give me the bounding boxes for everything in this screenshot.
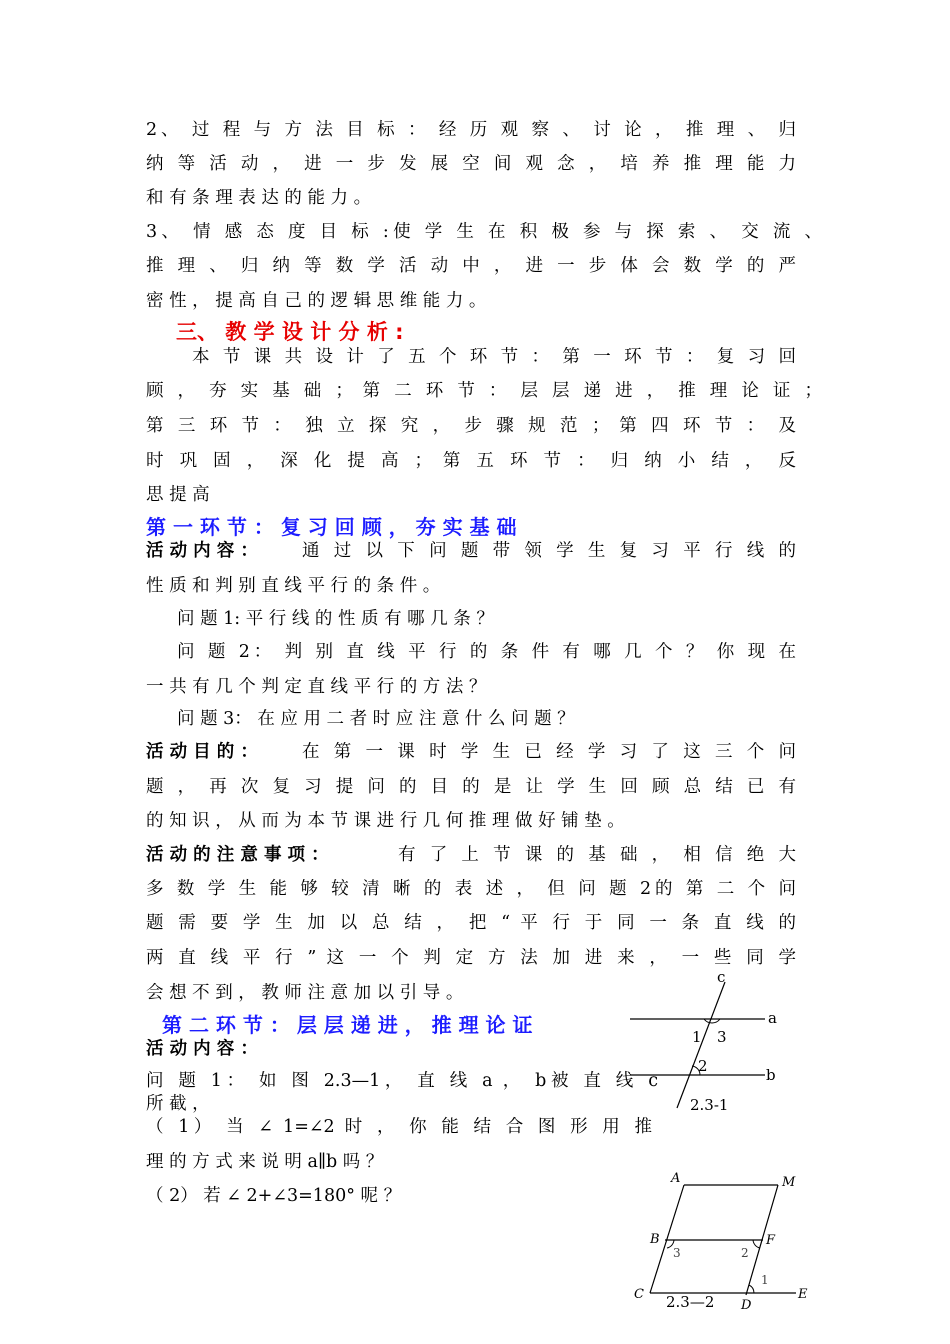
angle-label-2-fig2: 2 <box>741 1246 749 1260</box>
emotion-objective-line-3: 密 性 ， 提 高 自 己 的 逻 辑 思 维 能 力 。 <box>146 291 487 311</box>
label-b: b <box>766 1066 776 1084</box>
question-3: 问 题 3： 在 应 用 二 者 时 应 注 意 什 么 问 题 ？ <box>177 709 575 729</box>
activity-purpose-line-2: 题 ， 再 次 复 习 提 问 的 目 的 是 让 学 生 回 顾 总 结 已 有 <box>146 777 796 797</box>
section-2-content-label: 活 动 内 容 ： <box>146 1039 258 1059</box>
point-D: D <box>741 1298 752 1313</box>
label-a: a <box>768 1009 777 1027</box>
angle-label-3-fig2: 3 <box>673 1246 681 1260</box>
activity-content-label: 活 动 内 容 ： <box>146 541 258 561</box>
activity-notes-row <box>146 844 796 866</box>
section-2-heading: 第 二 环 节 ： 层 层 递 进 ， 推 理 论 证 <box>162 1013 533 1037</box>
activity-notes-label: 活 动 的 注 意 事 项 ： <box>146 845 329 865</box>
sub-question-1-line-2: 理 的 方 式 来 说 明 a∥b 吗 ？ <box>146 1152 384 1172</box>
activity-notes-line-4: 两 直 线 平 行 ” 这 一 个 判 定 方 法 加 进 来 ， 一 些 同 学 <box>146 948 796 968</box>
emotion-objective-line-1: 3、 情 感 态 度 目 标 :使 学 生 在 积 极 参 与 探 索 、 交 流 、 <box>146 222 822 242</box>
analysis-line-4: 时 巩 固 ， 深 化 提 高 ； 第 五 环 节 ： 归 纳 小 结 ， 反 <box>146 451 796 471</box>
point-B: B <box>650 1232 660 1247</box>
section-2-question-1-line-2: 所 截 ， <box>146 1094 210 1114</box>
emotion-objective-line-2: 推 理 、 归 纳 等 数 学 活 动 中 ， 进 一 步 体 会 数 学 的 严 <box>146 256 796 276</box>
process-objective-line-3: 和 有 条 理 表 达 的 能 力 。 <box>146 188 372 208</box>
activity-purpose-row <box>146 741 796 763</box>
sub-question-1-line-1: （ 1） 当 ∠ 1=∠2 时 ， 你 能 结 合 图 形 用 推 <box>146 1117 652 1137</box>
analysis-line-1: 本 节 课 共 设 计 了 五 个 环 节 ： 第 一 环 节 ： 复 习 回 <box>192 347 796 367</box>
label-c-top: c <box>717 968 726 986</box>
question-1: 问 题 1: 平 行 线 的 性 质 有 哪 几 条 ？ <box>177 609 494 629</box>
analysis-line-2: 顾 ， 夯 实 基 础 ； 第 二 环 节 ： 层 层 递 进 ， 推 理 论 证 ； <box>146 381 822 401</box>
activity-content-line-2: 性 质 和 判 别 直 线 平 行 的 条 件 。 <box>146 576 441 596</box>
angle-label-3: 3 <box>717 1028 727 1046</box>
analysis-heading: 三、 教 学 设 计 分 析 : <box>176 320 404 344</box>
figure-2-3-2 <box>628 1168 818 1318</box>
activity-purpose-line-3: 的 知 识 ， 从 而 为 本 节 课 进 行 几 何 推 理 做 好 铺 垫 。 <box>146 811 625 831</box>
point-F: F <box>766 1233 776 1248</box>
sub-question-2: （ 2） 若 ∠ 2+∠3=180° 呢 ？ <box>146 1186 402 1206</box>
point-A: A <box>671 1171 681 1186</box>
figure-caption-2-3-2: 2.3—2 <box>666 1293 715 1311</box>
activity-notes-line-2: 多 数 学 生 能 够 较 清 晰 的 表 述 ， 但 问 题 2的 第 二 个 问 <box>146 879 796 899</box>
analysis-line-5: 思 提 高 <box>146 485 210 505</box>
section-2-question-1-line-1: 问 题 1： 如 图 2.3—1， 直 线 a ， b被 直 线 c <box>146 1071 658 1091</box>
point-E: E <box>798 1287 808 1302</box>
figure-2-3-1 <box>620 968 790 1120</box>
activity-notes-text: 有 了 上 节 课 的 基 础 ， 相 信 绝 大 <box>398 845 796 865</box>
angle-label-1: 1 <box>692 1028 702 1046</box>
activity-purpose-text: 在 第 一 课 时 学 生 已 经 学 习 了 这 三 个 问 <box>302 742 796 762</box>
question-2-line-2: 一 共 有 几 个 判 定 直 线 平 行 的 方 法 ？ <box>146 677 487 697</box>
analysis-line-3: 第 三 环 节 ： 独 立 探 究 ， 步 骤 规 范 ； 第 四 环 节 ： 及 <box>146 416 796 436</box>
angle-arc-1-fig2 <box>749 1285 754 1293</box>
angle-label-1-fig2: 1 <box>761 1273 769 1287</box>
question-2-line-1: 问 题 2： 判 别 直 线 平 行 的 条 件 有 哪 几 个 ？ 你 现 在 <box>177 642 796 662</box>
section-1-content-row <box>146 540 796 562</box>
section-1-heading: 第 一 环 节 ： 复 习 回 顾 ， 夯 实 基 础 <box>146 515 517 539</box>
angle-arc-2-fig2 <box>753 1240 760 1248</box>
activity-purpose-label: 活 动 目 的 ： <box>146 742 258 762</box>
process-objective-line-2: 纳 等 活 动 ， 进 一 步 发 展 空 间 观 念 ， 培 养 推 理 能 力 <box>146 154 796 174</box>
angle-label-2: 2 <box>698 1057 708 1075</box>
process-objective-line-1: 2、 过 程 与 方 法 目 标 ： 经 历 观 察 、 讨 论 ， 推 理 、 归 <box>146 120 796 140</box>
activity-notes-line-5: 会 想 不 到 ， 教 师 注 意 加 以 引 导 。 <box>146 983 464 1003</box>
activity-notes-line-3: 题 需 要 学 生 加 以 总 结 ， 把 “ 平 行 于 同 一 条 直 线 的 <box>146 913 796 933</box>
point-M: M <box>782 1175 796 1190</box>
figure-caption-2-3-1: 2.3-1 <box>690 1096 729 1114</box>
point-C: C <box>634 1287 644 1302</box>
activity-content-text: 通 过 以 下 问 题 带 领 学 生 复 习 平 行 线 的 <box>302 541 796 561</box>
